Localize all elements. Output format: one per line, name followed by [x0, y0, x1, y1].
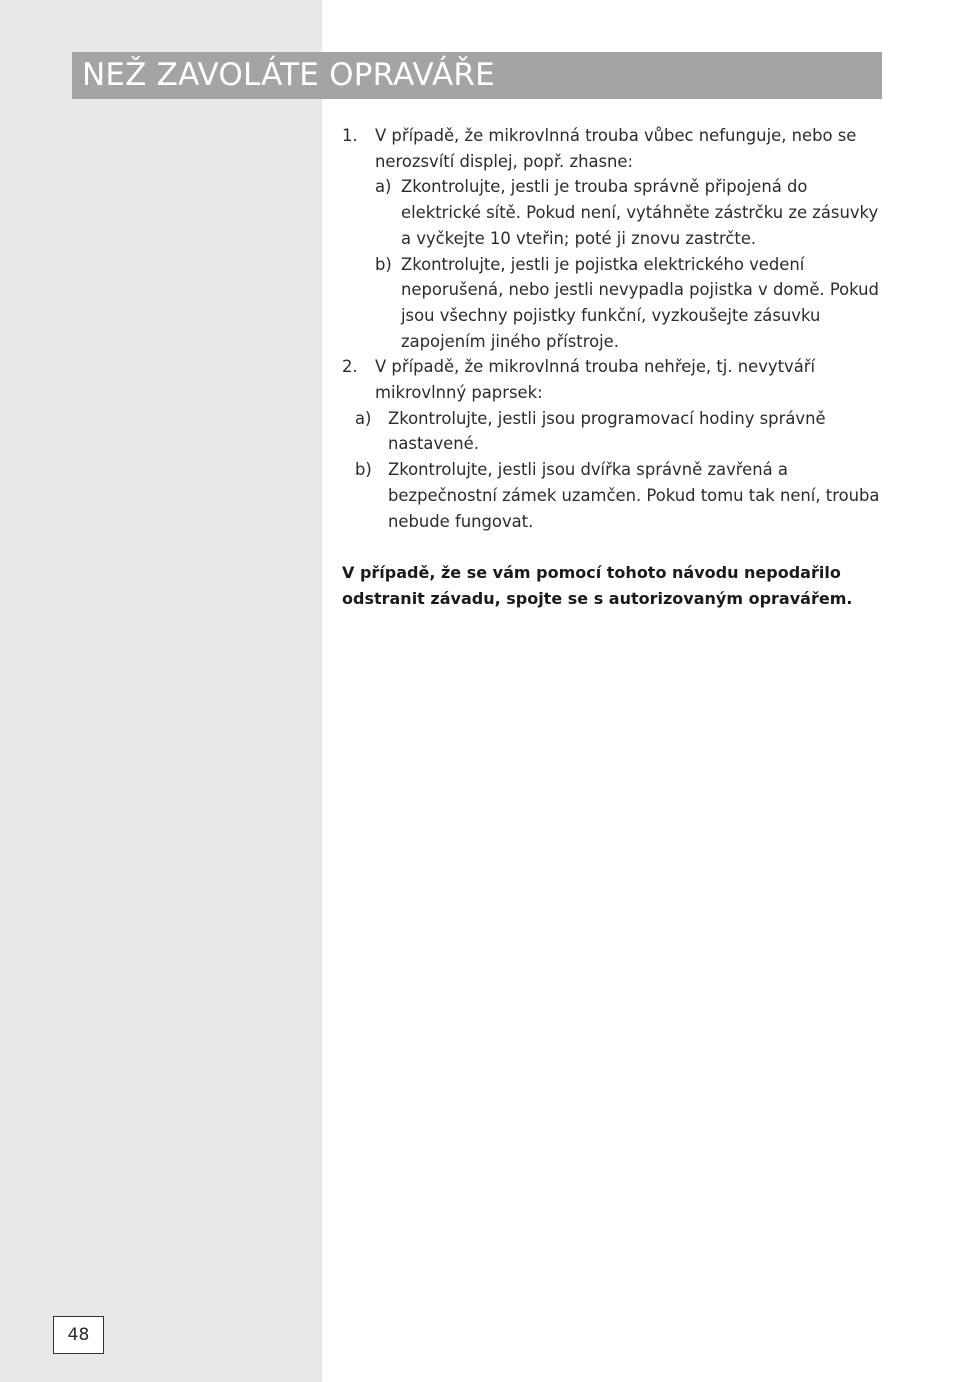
- content-area: [342, 123, 887, 612]
- sub-item-letter: b): [375, 254, 392, 274]
- list-item-1: [342, 123, 887, 354]
- sub-item-text: Zkontrolujte, jestli jsou programovací hodiny správně nastavené.: [388, 408, 826, 454]
- list-item-text: V případě, že mikrovlnná trouba nehřeje, tj. nevytváří mikrovlnný paprsek:: [375, 357, 816, 403]
- sub-item-letter: a): [355, 408, 372, 428]
- sub-item-2a: [355, 406, 887, 457]
- sub-item-2b: [355, 457, 887, 534]
- sub-item-1a: [375, 174, 887, 251]
- sub-item-letter: a): [375, 177, 392, 197]
- sub-item-text: Zkontrolujte, jestli je pojistka elektrického vedení neporušená, nebo jestli nevypadla pojistka v domě. Pokud jsou všechny pojistky funkční, vyzkoušejte zásuvku zapojením jiného přístroje.: [401, 254, 879, 351]
- list-item-2: [342, 354, 887, 534]
- sub-item-1b: [375, 252, 887, 355]
- list-item-number: 1.: [342, 126, 358, 145]
- sub-item-text: Zkontrolujte, jestli jsou dvířka správně zavřená a bezpečnostní zámek uzamčen. Pokud tomu tak není, trouba nebude fungovat.: [388, 460, 880, 531]
- service-note: V případě, že se vám pomocí tohoto návodu nepodařilo odstranit závadu, spojte se s autorizovaným opravářem.: [342, 563, 853, 608]
- list-item-number: 2.: [342, 357, 358, 377]
- sub-item-text: Zkontrolujte, jestli je trouba správně připojená do elektrické sítě. Pokud není, vytáhněte zástrčku ze zásuvky a vyčkejte 10 vteřin; poté ji znovu zastrčte.: [401, 177, 879, 248]
- page-number: 48: [53, 1316, 104, 1354]
- side-panel: [0, 0, 322, 1382]
- list-item-text: V případě, že mikrovlnná trouba vůbec nefunguje, nebo se nerozsvítí displej, popř. zhasne:: [375, 126, 857, 171]
- section-title-bar: [72, 52, 882, 99]
- sub-item-letter: b): [355, 460, 372, 480]
- page-title: NEŽ ZAVOLÁTE OPRAVÁŘE: [82, 57, 495, 93]
